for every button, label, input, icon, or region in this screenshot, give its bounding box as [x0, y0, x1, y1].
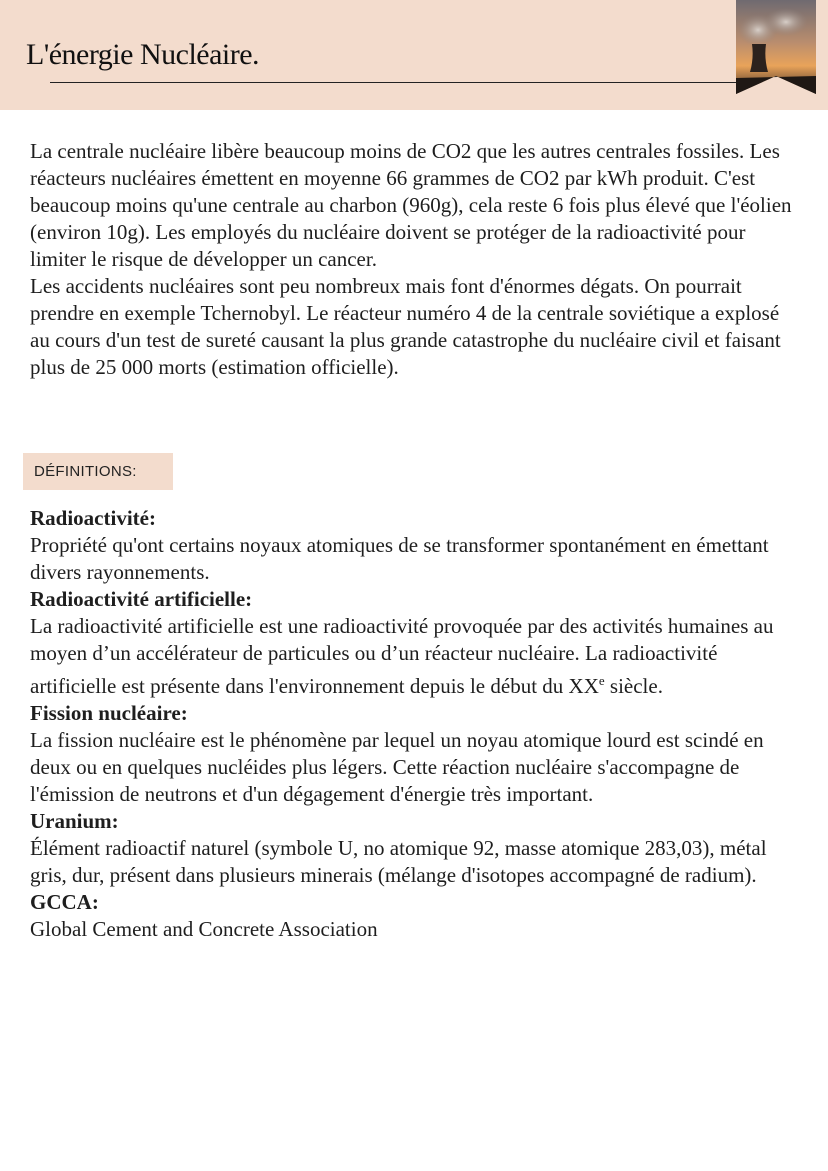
definitions-list [30, 505, 805, 943]
page-title: L'énergie Nucléaire. [26, 38, 260, 71]
definition-term: Fission nucléaire: [30, 701, 188, 725]
definition-term: Uranium: [30, 809, 119, 833]
intro-paragraph-emissions: La centrale nucléaire libère beaucoup moins de CO2 que les autres centrales fossiles. Les réacteurs nucléaires émettent en moyenne 66 grammes de CO2 par kWh produit. C'est beaucoup moins qu'une centrale au charbon (960g), cela reste 6 fois plus élevé que l'éolien (environ 10g). Les employés du nucléaire doivent se protéger de la radioactivité pour limiter le risque de développer un cancer. [30, 139, 792, 271]
definition-text [30, 613, 805, 700]
definition-term: Radioactivité: [30, 506, 156, 530]
definition-text: Propriété qu'ont certains noyaux atomiques de se transformer spontanément en émettant divers rayonnements. [30, 533, 769, 584]
definition-text: La fission nucléaire est le phénomène par lequel un noyau atomique lourd est scindé en deux ou en quelques nucléides plus légers. Cette réaction nucléaire s'accompagne de l'émission de neutrons et d'un dégagement d'énergie très important. [30, 728, 764, 806]
definition-text: Global Cement and Concrete Association [30, 917, 378, 941]
definitions-section-label: DÉFINITIONS: [23, 453, 173, 490]
century-superscript: e [598, 673, 605, 688]
title-underline [50, 82, 740, 83]
intro-paragraph-accidents: Les accidents nucléaires sont peu nombreux mais font d'énormes dégats. On pourrait prendre en exemple Tchernobyl. Le réacteur numéro 4 de la centrale soviétique a explosé au cours d'un test de sureté causant la plus grande catastrophe du nucléaire civil et faisant plus de 25 000 morts (estimation officielle). [30, 274, 781, 379]
definition-term: GCCA: [30, 890, 99, 914]
definition-text: Élément radioactif naturel (symbole U, no atomique 92, masse atomique 283,03), métal gris, dur, présent dans plusieurs minerais (mélange d'isotopes accompagné de radium). [30, 836, 767, 887]
definition-term: Radioactivité artificielle: [30, 587, 253, 611]
definition-text-main: La radioactivité artificielle est une radioactivité provoquée par des activités humaines au moyen d’un accélérateur de particules ou d’un réacteur nucléaire. La radioactivité artificielle est présente dans l'environnement depuis le début du XX [30, 614, 774, 698]
intro-text [30, 138, 800, 381]
nuclear-plant-thumbnail [736, 0, 816, 94]
definition-text-end: siècle. [604, 674, 663, 698]
